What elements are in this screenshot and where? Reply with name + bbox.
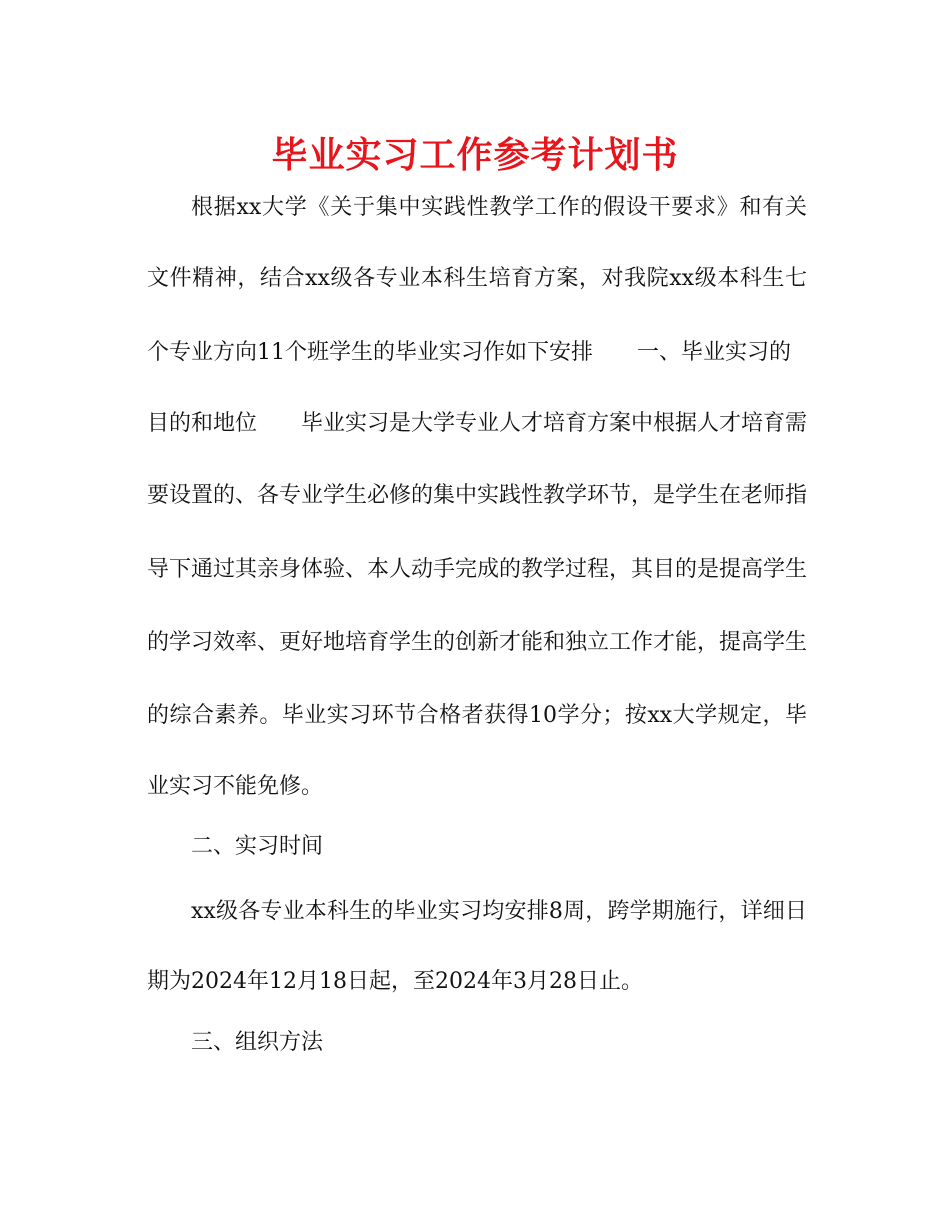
paragraph-line: 毕业实习是大学专业人才培育方案中根据人才培育需 xyxy=(301,411,807,436)
paragraph-line: 要设置的、各专业学生必修的集中实践性教学环节，是学生在老师指 xyxy=(147,483,807,508)
paragraph-line: 的综合素养。毕业实习环节合格者获得10学分；按xx大学规定，毕 xyxy=(147,703,807,728)
paragraph-line: 根据xx大学《关于集中实践性教学工作的假设干要求》和有关 xyxy=(191,195,807,220)
paragraph-line: 业实习不能免修。 xyxy=(147,774,324,799)
paragraph-line: 期为2024年12月18日起，至2024年3月28日止。 xyxy=(147,969,643,994)
section-heading: 三、组织方法 xyxy=(191,1030,324,1055)
paragraph-line: 的学习效率、更好地培育学生的创新才能和独立工作才能，提高学生 xyxy=(147,630,807,655)
paragraph-line: 导下通过其亲身体验、本人动手完成的教学过程，其目的是提高学生 xyxy=(147,557,807,582)
document-title: 毕业实习工作参考计划书 xyxy=(271,135,679,176)
section-heading: 二、实习时间 xyxy=(191,834,324,859)
section-heading: 目的和地位 xyxy=(147,411,258,436)
paragraph-line-group xyxy=(147,409,807,439)
paragraph-line-group xyxy=(147,338,807,368)
section-heading: 一、毕业实习的 xyxy=(637,340,792,365)
paragraph-line: xx级各专业本科生的毕业实习均安排8周，跨学期施行，详细日 xyxy=(191,899,807,924)
paragraph-line: 个专业方向11个班学生的毕业实习作如下安排 xyxy=(147,340,593,365)
paragraph-line: 文件精神，结合xx级各专业本科生培育方案，对我院xx级本科生七 xyxy=(147,266,807,291)
